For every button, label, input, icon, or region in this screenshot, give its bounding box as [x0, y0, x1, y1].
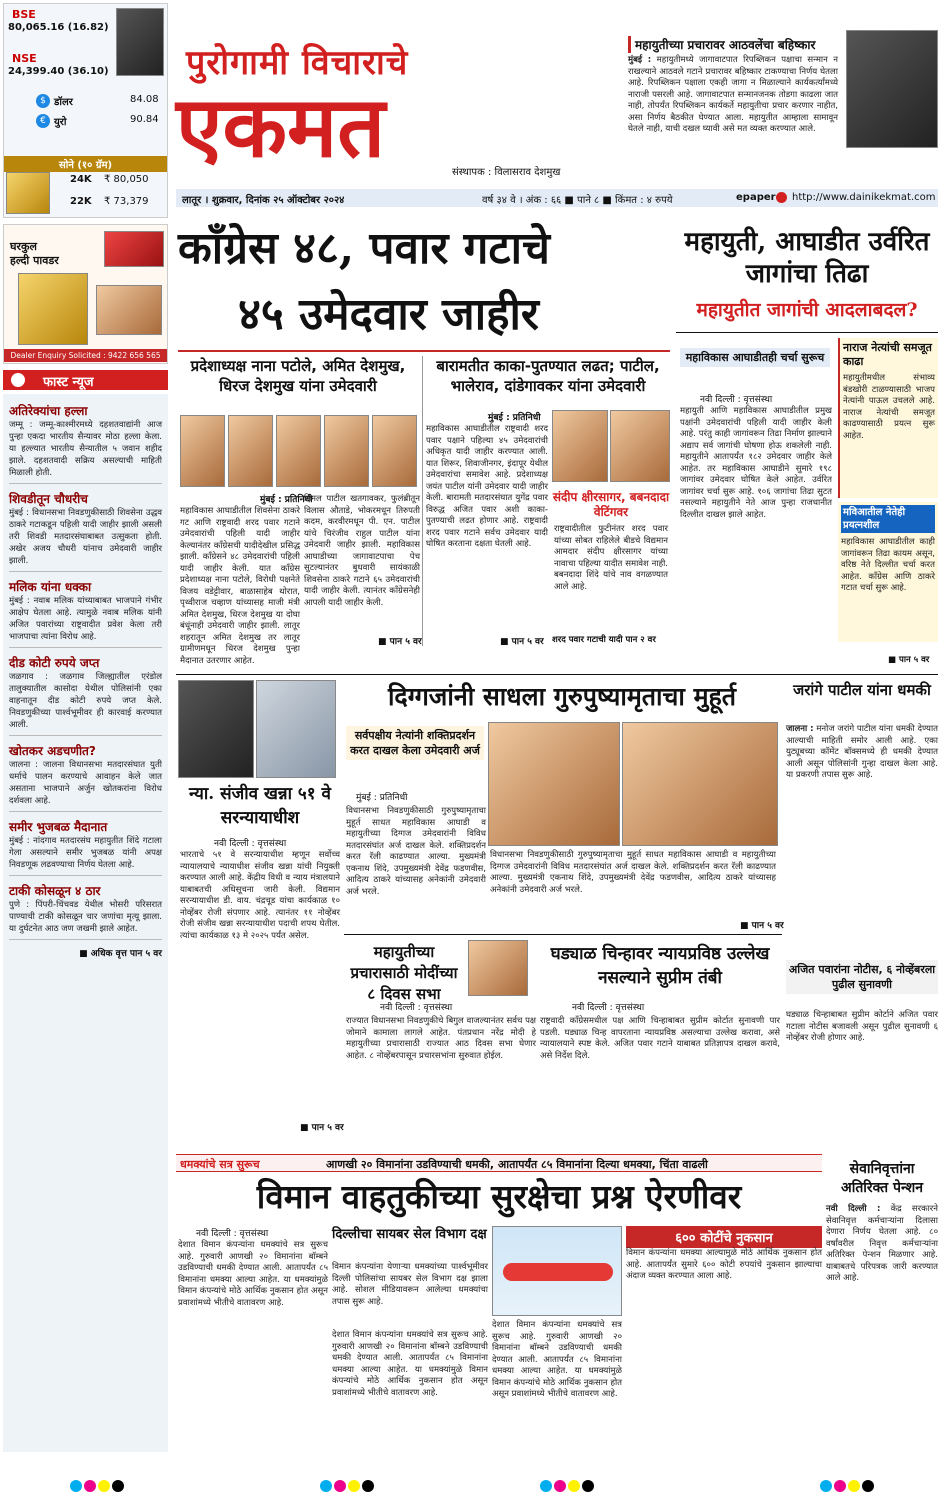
gurupushya-body: विधानसभा निवडणुकीसाठी गुरुपुष्यामृताचा मुहूर्त साधत महाविकास आघाडी व महायुतीच्या दिग्गज उमेदवारांनी विविध मतदारसंघांत अर्ज दाखल केले. शक्तिप्रदर्शन करत रॅली काढण्यात आल्या. मुख्यमंत्री एकनाथ शिंदे, उपमुख्यमंत्री देवेंद्र फडणवीस, आदित्य ठाकरे यांच्यासह अनेकांनी उमेदवारी अर्ज भरले.	[346, 806, 486, 897]
right-story1-dateline: नवी दिल्ली : वृत्तसंस्था	[700, 395, 773, 405]
gurupushya-headline: दिग्गजांनी साधला गुरुपुष्यामृताचा मुहूर्त	[387, 682, 737, 711]
right-story3-body: महाविकास आघाडीतील काही जागांवरून तिढा कायम असून, वरिष्ठ नेते दिल्लीत चर्चा करत आहेत. काँग्रेस आणि ठाकरे गटात चर्चा सुरू आहे.	[841, 537, 935, 593]
leader-photo-2	[228, 415, 273, 487]
registration-dot	[554, 1480, 566, 1492]
dollar-icon: $	[36, 94, 50, 108]
ad-contact: Dealer Enquiry Solicited : 9422 656 565	[4, 349, 167, 362]
gold22-label: 22K	[70, 196, 92, 207]
ad-brand: घरकुल	[10, 240, 37, 253]
modi-headline: महायुतीच्या प्रचारासाठी मोदींच्या ८ दिवस सभा	[350, 943, 458, 1003]
fast-news-item-title: मलिक यांना धक्का	[9, 580, 92, 594]
modi-photo	[468, 940, 528, 996]
top-right-body	[628, 55, 838, 177]
fast-news-item-title: शिवडीतून चौधरीच	[9, 492, 88, 506]
jarange-text: मनोज जरांगे पाटील यांना धमकी देण्यात आल्याची माहिती समोर आली आहे. एका युट्यूबच्या कॉमेंट बॉक्समध्ये ही धमकी देण्यात आली असून पोलिसांनी गुन्हा दाखल केला आहे. या प्रकरणी तपास सुरू आहे.	[786, 724, 938, 780]
registration-dot	[862, 1480, 874, 1492]
nse-value: 24,399.40 (36.10)	[8, 66, 109, 77]
aviation-body-3: देशात विमान कंपन्यांना धमक्यांचे सत्र सुरूच आहे. गुरुवारी आणखी २० विमानांना बॉम्बने उडविण्याची धमकी देण्यात आली. आतापर्यंत ८५ विमानांना धमक्या आल्या आहेत. या धमक्यांमुळे विमान कंपन्यांचे मोठे आर्थिक नुकसान होत असून प्रवाशांमध्ये भीतीचे वातावरण आहे.	[492, 1320, 622, 1399]
body-mid: मिनल पाटील खतगावकर, फुलंब्रीतून विलास औताडे, भोकरमधून तिरुपती कदम, करवीरमधून पी. एन. पाटील यांचे चिरंजीव राहुल पाटील यांना उमेदवारी जाहीर झाली. महाविकास आघाडीच्या जागावाटपाचा पेच सुटल्यानंतर बुधवारी सायंकाळी शिवसेना ठाकरे गटाने ६५ उमेदवारांची यादी जाहीर केली. त्यानंतर काँग्रेसनेही आपली यादी जाहीर केली.	[304, 494, 420, 608]
leader-photo-3	[276, 415, 321, 487]
registration-dot	[820, 1480, 832, 1492]
dateline: लातूर । शुक्रवार, दिनांक २५ ऑक्टोबर २०२४	[182, 195, 345, 206]
date-bar	[176, 189, 938, 207]
registration-dot	[84, 1480, 96, 1492]
candidate-photo	[610, 410, 670, 482]
pawar-photo	[552, 410, 608, 482]
main-headline-2: ४५ उमेदवार जाहीर	[238, 289, 539, 340]
sub-divider	[422, 356, 423, 646]
fast-news-item-title: समीर भुजबळ मैदानात	[9, 820, 108, 834]
registration-marks	[0, 1476, 945, 1496]
fast-news-cont: ■ अधिक वृत्त पान ५ वर	[79, 949, 162, 959]
masthead-tagline: पुरोगामी विचाराचे	[186, 43, 409, 83]
registration-dot	[834, 1480, 846, 1492]
registration-dot	[334, 1480, 346, 1492]
fast-news-list	[3, 394, 168, 1452]
nomination-photo-2	[622, 722, 778, 846]
top-right-text: महायुतीमध्ये जागावाटपात रिपब्लिकन पक्षाचा सन्मान न राखल्याने आठवले गटाने प्रचारावर बहिष्कार टाकण्याचा निर्णय घेतला आहे. रिपब्लिकन पक्षाला एकही जागा न मिळाल्याने कार्यकर्त्यांमध्ये नाराजी पसरली आहे. जागावाटपात सन्मानजनक तोडगा काढला जात नाही, तोपर्यंत रिपब्लिकन कार्यकर्ते महायुतीचा प्रचार करणार नाहीत, असा निर्णय बैठकीत घेण्यात आला. महायुतीत आम्हाला सामावून घेतले नाही, याची दखल घ्यावी असे मत व्यक्त करण्यात आले.	[628, 55, 839, 134]
stock-building-image	[116, 8, 164, 76]
body-right: महाविकास आघाडीतील राष्ट्रवादी शरद पवार पक्षाने पहिल्या ४५ उमेदवारांची अधिकृत यादी जाहीर करण्यात आली. यात शिरूर, शिवाजीनगर, इंदापूर येथील उमेदवारांचा समावेश आहे. प्रदेशाध्यक्ष जयंत पाटील यांनी उमेदवार यादी जाहीर केली. बारामती मतदारसंघात युगेंद्र पवार विरुद्ध अजित पवार अशी काका-पुतण्याची लढत होणार आहे. राष्ट्रवादी शरद पवार गटाने सर्वच उमेदवार यादी घोषित करताना दक्षता घेतली आहे.	[426, 424, 548, 549]
gold24-label: 24K	[70, 174, 92, 185]
registration-dot	[848, 1480, 860, 1492]
gold22-value: ₹ 73,379	[104, 196, 149, 207]
ad-packet-image	[18, 273, 88, 345]
fast-news-item-body: मुंबई : नांदगाव मतदारसंघ महायुतीत शिंदे गटाला गेला असल्याने समीर भुजबळ यांनी अपक्ष निवडणूक लढवण्याचा निर्णय घेतला आहे.	[9, 835, 162, 876]
row-rule-2	[344, 934, 782, 935]
news-icon	[11, 373, 25, 387]
fast-news-title: फास्ट न्यूज	[43, 375, 94, 390]
sub-right: बारामतीत काका-पुतण्यात लढत; पाटील, भालेराव, दांडेगावकर यांना उमेदवारी	[436, 357, 660, 395]
dateline-left: मुंबई : प्रतिनिधी	[260, 495, 313, 505]
photo-label: शरद पवार गटाची यादी पान २ वर	[552, 635, 656, 645]
photo-caption: संदीप क्षीरसागर, बबनदादा वेटिंगवर	[552, 490, 670, 519]
currency-row	[8, 92, 164, 132]
notice-body: घड्याळ चिन्हाबाबत सुप्रीम कोर्टाने अजित पवार गटाला नोटीस बजावली असून पुढील सुनावणी ६ नोव्हेंबर रोजी होणार आहे.	[786, 1010, 938, 1043]
cont-left: ■ पान ५ वर	[378, 637, 422, 647]
jarange-headline: जरांगे पाटील यांना धमकी	[793, 681, 931, 699]
cji-body: भारताचे ५१ वे सरन्यायाधीश म्हणून सर्वोच्च न्यायालयाचे न्यायाधीश संजीव खन्ना यांची नियुक्ती करण्यात आली आहे. केंद्रीय विधी व न्याय मंत्रालयाने याबाबतची अधिसूचना जारी केली. विद्यमान सरन्यायाधीश डी. वाय. चंद्रचूड यांचा कार्यकाळ १० नोव्हेंबर रोजी संपणार आहे. त्यानंतर ११ नोव्हेंबर रोजी संजीव खन्ना सरन्यायाधीश पदाची शपथ घेतील. त्यांचा कार्यकाळ १३ मे २०२५ पर्यंत असेल.	[180, 850, 340, 941]
euro-icon: €	[36, 114, 50, 128]
registration-dot	[320, 1480, 332, 1492]
threat-strip	[176, 1154, 822, 1172]
fast-news-item-title: दीड कोटी रुपये जप्त	[9, 656, 100, 670]
ad-product: हल्दी पावडर	[10, 254, 59, 267]
right-rule	[676, 332, 938, 333]
modi-body: राज्यात विधानसभा निवडणुकीचे बिगुल वाजल्यानंतर सर्वच पक्ष जोमाने कामाला लागले आहेत. पंतप्रधान नरेंद्र मोदी हे महायुतीच्या प्रचारासाठी राज्यात आठ दिवस सभा घेणार आहेत. ८ नोव्हेंबरपासून प्रचारसभांना सुरुवात होईल.	[346, 1016, 536, 1061]
ad-box	[3, 224, 168, 364]
aviation-headline: विमान वाहतुकीच्या सुरक्षेचा प्रश्न ऐरणीवर	[256, 1177, 742, 1216]
fast-news-item-body: मुंबई : नवाब मलिक यांच्याबाबत भाजपाने गंभीर आक्षेप घेतला आहे. त्यामुळे नवाब मलिक यांनी अजित पवारांच्या राष्ट्रवादीत प्रवेश केला तरी भाजपाचा त्यांना विरोध आहे.	[9, 595, 162, 648]
notice-headline: अजित पवारांना नोटीस, ६ नोव्हेंबरला पुढील सुनावणी	[786, 960, 938, 994]
founder-line: संस्थापक : विलासराव देशमुख	[452, 167, 561, 178]
pension-text: केंद्र सरकारने सेवानिवृत्त कर्मचाऱ्यांना दिलासा देणारा निर्णय घेतला आहे. ८० वर्षांवरील निवृत्त कर्मचाऱ्यांना अतिरिक्त पेन्शन मिळणार आहे. याबाबतचे परिपत्रक जारी करण्यात आले आहे.	[826, 1204, 938, 1283]
right-story3-title: मविआतील नेतेही प्रयत्नशील	[841, 505, 935, 533]
dollar-label: डॉलर	[54, 97, 73, 108]
cyber-title: दिल्लीचा सायबर सेल विभाग दक्ष	[332, 1227, 487, 1242]
leader-photo-5	[372, 415, 417, 487]
threat-label: धमक्यांचे सत्र सुरूच	[180, 1158, 260, 1171]
sub-left: प्रदेशाध्यक्ष नाना पटोले, अमित देशमुख, धिरज देशमुख यांना उमेदवारी	[190, 357, 406, 395]
headline-rule	[178, 350, 670, 352]
right-sub: महायुतीत जागांची आदलाबदल?	[696, 299, 918, 321]
clock-body: राष्ट्रवादी काँग्रेसमधील पक्ष आणि चिन्हाबाबत सुप्रीम कोर्टात सुनावणी पार पडली. घड्याळ चिन्ह वापरताना न्यायप्रविष्ठ असल्याचा उल्लेख करावा, असे न्यायालयाने स्पष्ट केले. अजित पवार गटाने याबाबत प्रतिज्ञापत्र दाखल करावे, असे निर्देश दिले.	[540, 1016, 780, 1061]
registration-dot	[98, 1480, 110, 1492]
right-story2-title: नाराज नेत्यांची समजूत काढा	[843, 341, 932, 368]
pension-body	[826, 1204, 938, 1444]
bse-value: 80,065.16 (16.82)	[8, 22, 109, 33]
issue-info: वर्ष ३४ वे । अंक : ६६ ■ पाने ८ ■ किंमत : ४ रुपये	[482, 195, 673, 206]
airplane-body	[503, 1263, 613, 1281]
right-headline: महायुती, आघाडीत उर्वरित जागांचा तिढा	[684, 227, 930, 289]
ad-logo	[104, 231, 164, 267]
right-story3-box	[838, 502, 938, 642]
nse-label: NSE	[12, 52, 37, 65]
fast-news-item-title: खोतकर अडचणीत?	[9, 744, 96, 758]
epaper-label: epaper	[736, 192, 776, 203]
top-right-dateline: मुंबई :	[628, 55, 652, 65]
registration-dot	[362, 1480, 374, 1492]
loss-body: विमान कंपन्यांना धमक्या आल्यामुळे मोठे आर्थिक नुकसान होत आहे. आतापर्यंत सुमारे ६०० कोटी रुपयांचे नुकसान झाल्याचा अंदाज व्यक्त करण्यात आला आहे.	[626, 1248, 822, 1281]
leader-photo-4	[324, 415, 369, 487]
pension-dateline: नवी दिल्ली :	[826, 1204, 881, 1214]
leader-photo-1	[180, 415, 225, 487]
top-right-headline: महायुतीच्या प्रचारावर आठवलेंचा बहिष्कार	[628, 36, 815, 53]
modi-dateline: नवी दिल्ली : वृत्तसंस्था	[380, 1003, 453, 1013]
fast-news-item-body: जळगाव : जळगाव जिल्ह्यातील एरंडोल तालुक्यातील कासोदा येथील पोलिसांनी एका वाहनातून दीड कोटी रुपये जप्त केले. निवडणुकीच्या पार्श्वभूमीवर ही कारवाई करण्यात आली.	[9, 671, 162, 736]
ad-sweets-image	[96, 285, 162, 335]
aviation-body-2: देशात विमान कंपन्यांना धमक्यांचे सत्र सुरूच आहे. गुरुवारी आणखी २० विमानांना बॉम्बने उडविण्याची धमकी देण्यात आली. आतापर्यंत ८५ विमानांना धमक्या आल्या आहेत. या धमक्यांमुळे विमान कंपन्यांचे मोठे आर्थिक नुकसान होत असून प्रवाशांमध्ये भीतीचे वातावरण आहे.	[332, 1330, 488, 1398]
cyber-body: विमान कंपन्यांना येणाऱ्या धमक्यांच्या पार्श्वभूमीवर दिल्ली पोलिसांचा सायबर सेल विभाग दक्ष झाला आहे. सोशल मीडियावरून आलेल्या धमक्यांचा तपास सुरू आहे.	[332, 1262, 488, 1307]
fast-news-item-body: मुंबई : विधानसभा निवडणुकीसाठी शिवसेना उद्धव ठाकरे गटाकडून पहिली यादी जाहीर झाली असली तरी शिवडी मतदारसंघाबाबत उत्सुकता होती. अखेर अजय चौधरी यांनाच उमेदवारी जाहीर झाली.	[9, 507, 162, 572]
khanna-photo	[178, 680, 254, 778]
athawale-photo	[846, 30, 938, 148]
right-story2-box	[838, 338, 938, 498]
aviation-dateline: नवी दिल्ली : वृत्तसंस्था	[196, 1229, 269, 1239]
row-rule-1	[176, 674, 938, 675]
registration-dot	[540, 1480, 552, 1492]
euro-value: 90.84	[130, 114, 159, 125]
dollar-value: 84.08	[130, 94, 159, 105]
registration-dot	[568, 1480, 580, 1492]
cji-headline: न्या. संजीव खन्ना ५१ वे सरन्यायाधीश	[189, 784, 331, 828]
registration-dot	[582, 1480, 594, 1492]
fast-news-header	[3, 370, 168, 390]
gurupushya-body-2: विधानसभा निवडणुकीसाठी गुरुपुष्यामृताचा मुहूर्त साधत महाविकास आघाडी व महायुतीच्या दिग्गज उमेदवारांनी विविध मतदारसंघांत अर्ज दाखल केले. शक्तिप्रदर्शन करत रॅली काढण्यात आल्या. मुख्यमंत्री एकनाथ शिंदे, उपमुख्यमंत्री देवेंद्र फडणवीस, आदित्य ठाकरे यांच्यासह अनेकांनी उमेदवारी अर्ज भरले.	[490, 850, 776, 895]
threat-text: आणखी २० विमानांना उडविण्याची धमकी, आतापर्यंत ८५ विमानांना दिल्या धमक्या, चिंता वाढली	[326, 1158, 708, 1171]
main-headline-1: काँग्रेस ४८, पवार गटाचे	[178, 223, 550, 274]
market-panel	[3, 3, 168, 218]
gurupushya-dateline: मुंबई : प्रतिनिधी	[356, 793, 408, 803]
gold-bars-image	[6, 172, 50, 214]
fast-news-item-title: टाकी कोसळून ४ ठार	[9, 884, 101, 898]
bse-label: BSE	[12, 8, 36, 21]
supreme-court-photo	[256, 680, 336, 778]
fast-news-item-body: जालना : जालना विधानसभा मतदारसंघात युती धर्माचे पालन करण्याचे आवाहन केले जात असताना भाजपाने अर्जुन खोतकरांना विरोध दर्शवला आहे.	[9, 759, 162, 812]
gold-label: सोने (१० ग्रॅम)	[4, 156, 167, 172]
registration-dot	[112, 1480, 124, 1492]
airplane-photo	[492, 1226, 622, 1316]
clock-dateline: नवी दिल्ली : वृत्तसंस्था	[572, 1003, 645, 1013]
website-url[interactable]: http://www.dainikekmat.com	[792, 192, 936, 203]
jarange-dateline: जालना :	[786, 724, 814, 734]
cji-cont: ■ पान ५ वर	[300, 1123, 344, 1133]
dateline-right: मुंबई : प्रतिनिधी	[488, 413, 541, 423]
gurupushya-cont: ■ पान ५ वर	[740, 921, 784, 931]
masthead-title: एकमत	[176, 77, 386, 176]
right-cont: ■ पान ५ वर	[888, 655, 930, 665]
fast-news-item-title: अतिरेक्यांचा हल्ला	[9, 404, 88, 418]
right-story1-body: महायुती आणि महाविकास आघाडीतील प्रमुख पक्षांनी उमेदवारांची पहिली यादी जाहीर केली आहे. परंतु काही जागांवरून तिढा निर्माण झाल्याने अद्याप सर्व जागांची घोषणा होऊ शकलेली नाही. महायुतीने आतापर्यंत १८२ उमेदवार जाहीर केले आहेत. तर महाविकास आघाडीने सुमारे १९८ जागांवर उमेदवार घोषित केले आहेत. उर्वरित जागांवर चर्चा सुरू आहे. १०६ जागांचा तिढा सुटत नसल्याने महायुतीने नेते आज पुन्हा राजधानीत दिल्लीत दाखल झाले आहेत.	[680, 406, 832, 520]
loss-title: ६०० कोटींचे नुकसान	[626, 1226, 822, 1248]
photo-caption-body: राष्ट्रवादीतील फुटीनंतर शरद पवार यांच्या सोबत राहिलेले बीडचे विद्यमान आमदार संदीप क्षीरसागर यांच्या नावाचा पहिल्या यादीत समावेश नाही. बबनदादा शिंदे यांचे नाव वगळण्यात आले आहे.	[554, 524, 668, 592]
cji-dateline: नवी दिल्ली : वृत्तसंस्था	[214, 839, 287, 849]
gurupushya-sub: सर्वपक्षीय नेत्यांनी शक्तिप्रदर्शन करत दाखल केला उमेदवारी अर्ज	[346, 726, 484, 760]
registration-dot	[348, 1480, 360, 1492]
body-left: महाविकास आघाडीतील शिवसेना ठाकरे गट आणि राष्ट्रवादी शरद पवार गटाने उमेदवारांची पहिली यादी जाहीर केल्यानंतर काँग्रेसची यादीदेखील प्रसिद्ध झाली. काँग्रेसने ४८ उमेदवारांची पहिली यादी जाहीर केली. यात काँग्रेस प्रदेशाध्यक्ष नाना पटोले, विरोधी पक्षनेते विजय वडेट्टीवार, बाळासाहेब थोरात, पृथ्वीराज चव्हाण यांच्यासह माजी मंत्री अमित देशमुख, धिरज देशमुख या दोघा बंधूंनाही उमेदवारी जाहीर झाली. लातूर शहरातून अमित देशमुख तर लातूर ग्रामीणमधून धिरज देशमुख पुन्हा मैदानात उतरणार आहेत.	[180, 506, 300, 666]
nomination-photo-1	[488, 722, 620, 846]
cont-right: ■ पान ५ वर	[500, 637, 544, 647]
fast-news-item-body: जम्मू : जम्मू-काश्मीरमध्ये दहशतवाद्यांनी आज पुन्हा एकदा भारतीय सैन्यावर मोठा हल्ला केला. या हल्ल्यात भारतीय सैन्यातील ५ जवान शहीद झाले. दहशतवादी सक्रिय असल्याची माहिती मिळाली होती.	[9, 419, 162, 484]
gold24-value: ₹ 80,050	[104, 174, 149, 185]
fast-news-item-body: पुणे : पिंपरी-चिंचवड येथील भोसरी परिसरात पाण्याची टाकी कोसळून चार जणांचा मृत्यू झाला. या दुर्घटनेत आठ जण जखमी झाले आहेत.	[9, 899, 162, 940]
euro-label: युरो	[54, 117, 67, 128]
right-story1-title: महाविकास आघाडीतही चर्चा सुरूच	[680, 348, 830, 367]
jarange-body	[786, 724, 938, 950]
globe-icon	[776, 192, 787, 203]
aviation-body: देशात विमान कंपन्यांना धमक्यांचे सत्र सुरूच आहे. गुरुवारी आणखी २० विमानांना बॉम्बने उडविण्याची धमकी देण्यात आली. आतापर्यंत ८५ विमानांना धमक्या आल्या आहेत. या धमक्यांमुळे विमान कंपन्यांचे मोठे आर्थिक नुकसान होत असून प्रवाशांमध्ये भीतीचे वातावरण आहे.	[178, 1240, 328, 1308]
clock-headline: घड्याळ चिन्हावर न्यायप्रविष्ठ उल्लेख नसल्याने सुप्रीम तंबी	[550, 944, 770, 988]
registration-dot	[70, 1480, 82, 1492]
pension-headline: सेवानिवृत्तांना अतिरिक्त पेन्शन	[841, 1161, 923, 1196]
right-story2-body: महायुतीमधील संभाव्य बंडखोरी टाळण्यासाठी भाजप नेत्यांनी पाऊल उचलले आहे. नाराज नेत्यांची समजूत काढण्यासाठी प्रयत्न सुरू आहेत.	[843, 373, 935, 441]
